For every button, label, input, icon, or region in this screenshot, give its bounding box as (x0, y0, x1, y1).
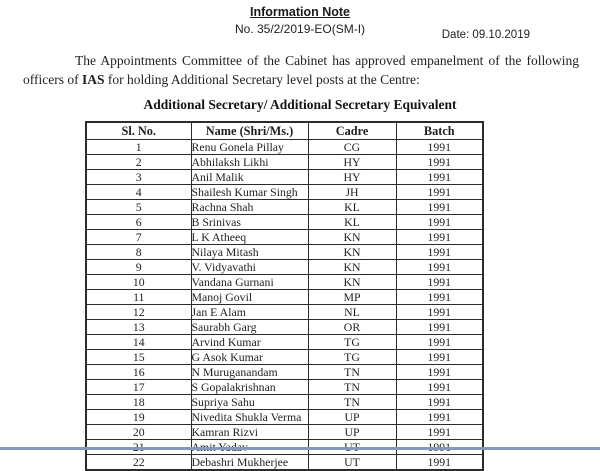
table-row (86, 200, 483, 215)
table-row (86, 365, 483, 380)
cell-batch: 1991 (396, 320, 483, 335)
table-header-row (86, 122, 483, 140)
cell-sl-no: 18 (86, 395, 191, 410)
table-row (86, 140, 483, 155)
cell-name: Renu Gonela Pillay (191, 140, 308, 155)
cell-name: Abhilaksh Likhi (191, 155, 308, 170)
cell-sl-no: 6 (86, 215, 191, 230)
table-row (86, 260, 483, 275)
table-row (86, 290, 483, 305)
table-row (86, 245, 483, 260)
table-row (86, 305, 483, 320)
cell-cadre: MP (308, 290, 396, 305)
document-title: Information Note (250, 5, 350, 19)
officers-table (85, 121, 484, 471)
cell-cadre: KN (308, 260, 396, 275)
paragraph-text-2: for holding Additional Secretary level posts at the Centre: (104, 71, 420, 87)
cell-name: Vandana Gurnani (191, 275, 308, 290)
table-row (86, 335, 483, 350)
cell-batch: 1991 (396, 335, 483, 350)
cell-name: Nilaya Mitash (191, 245, 308, 260)
cell-name: L K Atheeq (191, 230, 308, 245)
cell-sl-no: 8 (86, 245, 191, 260)
cell-sl-no: 22 (86, 455, 191, 471)
cell-sl-no: 7 (86, 230, 191, 245)
cell-name: S Gopalakrishnan (191, 380, 308, 395)
cell-cadre: KL (308, 200, 396, 215)
cell-cadre: KN (308, 245, 396, 260)
cell-batch: 1991 (396, 155, 483, 170)
table-row (86, 425, 483, 440)
cell-cadre: TN (308, 380, 396, 395)
table-row (86, 380, 483, 395)
cell-batch: 1991 (396, 185, 483, 200)
cell-batch: 1991 (396, 275, 483, 290)
cell-name: N Muruganandam (191, 365, 308, 380)
cell-sl-no: 20 (86, 425, 191, 440)
cell-batch: 1991 (396, 290, 483, 305)
officer-table-body (86, 140, 483, 471)
cell-cadre: CG (308, 140, 396, 155)
cell-batch: 1991 (396, 410, 483, 425)
cell-cadre: UP (308, 425, 396, 440)
table-row (86, 395, 483, 410)
cell-cadre: HY (308, 155, 396, 170)
cell-sl-no: 13 (86, 320, 191, 335)
cell-cadre: HY (308, 170, 396, 185)
intro-paragraph (23, 52, 579, 89)
header-batch: Batch (396, 122, 483, 140)
table-row (86, 350, 483, 365)
cell-cadre: UP (308, 410, 396, 425)
cell-name: V. Vidyavathi (191, 260, 308, 275)
cell-name: Nivedita Shukla Verma (191, 410, 308, 425)
cell-batch: 1991 (396, 455, 483, 471)
cell-batch: 1991 (396, 365, 483, 380)
cell-batch: 1991 (396, 305, 483, 320)
cell-name: Rachna Shah (191, 200, 308, 215)
cell-sl-no: 12 (86, 305, 191, 320)
reference-number: No. 35/2/2019-EO(SM-I) (234, 22, 366, 36)
cell-sl-no: 10 (86, 275, 191, 290)
header-name: Name (Shri/Ms.) (191, 122, 308, 140)
cell-cadre: TG (308, 350, 396, 365)
cell-batch: 1991 (396, 140, 483, 155)
cell-batch: 1991 (396, 200, 483, 215)
cell-name: Arvind Kumar (191, 335, 308, 350)
cell-cadre: KN (308, 275, 396, 290)
table-row (86, 170, 483, 185)
cell-cadre: UT (308, 455, 396, 471)
cell-cadre: TG (308, 335, 396, 350)
cell-batch: 1991 (396, 170, 483, 185)
cell-name: Shailesh Kumar Singh (191, 185, 308, 200)
cell-sl-no: 11 (86, 290, 191, 305)
paragraph-text-1: The Appointments Committee of the Cabinet has approved empanelment of the following officers of (23, 53, 579, 87)
cell-batch: 1991 (396, 260, 483, 275)
cell-sl-no: 15 (86, 350, 191, 365)
section-heading: Additional Secretary/ Additional Secretary Equivalent (143, 97, 457, 112)
cell-name: Manoj Govil (191, 290, 308, 305)
header-cadre: Cadre (308, 122, 396, 140)
cell-cadre: TN (308, 395, 396, 410)
table-row (86, 185, 483, 200)
cell-cadre: TN (308, 365, 396, 380)
cell-batch: 1991 (396, 350, 483, 365)
cell-sl-no: 17 (86, 380, 191, 395)
table-row (86, 410, 483, 425)
table-row (86, 155, 483, 170)
cell-name: Kamran Rizvi (191, 425, 308, 440)
cell-name: Jan E Alam (191, 305, 308, 320)
cell-sl-no: 4 (86, 185, 191, 200)
table-row (86, 275, 483, 290)
header-sl-no: Sl. No. (86, 122, 191, 140)
cell-cadre: JH (308, 185, 396, 200)
cell-sl-no: 5 (86, 200, 191, 215)
cell-cadre: OR (308, 320, 396, 335)
service-name-bold: IAS (81, 71, 105, 87)
table-row (86, 215, 483, 230)
cell-name: Debashri Mukherjee (191, 455, 308, 471)
cell-cadre: NL (308, 305, 396, 320)
cell-batch: 1991 (396, 245, 483, 260)
table-row (86, 230, 483, 245)
cell-sl-no: 2 (86, 155, 191, 170)
cell-cadre: KL (308, 215, 396, 230)
cell-sl-no: 14 (86, 335, 191, 350)
cell-sl-no: 9 (86, 260, 191, 275)
cell-batch: 1991 (396, 230, 483, 245)
document-date: Date: 09.10.2019 (441, 29, 530, 41)
cell-name: B Srinivas (191, 215, 308, 230)
cell-name: Anil Malik (191, 170, 308, 185)
cell-sl-no: 3 (86, 170, 191, 185)
cell-sl-no: 16 (86, 365, 191, 380)
cell-sl-no: 1 (86, 140, 191, 155)
cell-name: G Asok Kumar (191, 350, 308, 365)
cell-cadre: KN (308, 230, 396, 245)
cell-sl-no: 19 (86, 410, 191, 425)
cell-name: Saurabh Garg (191, 320, 308, 335)
cell-batch: 1991 (396, 380, 483, 395)
cell-name: Supriya Sahu (191, 395, 308, 410)
cell-batch: 1991 (396, 395, 483, 410)
table-row (86, 320, 483, 335)
table-row (86, 455, 483, 471)
cell-batch: 1991 (396, 215, 483, 230)
cell-batch: 1991 (396, 425, 483, 440)
